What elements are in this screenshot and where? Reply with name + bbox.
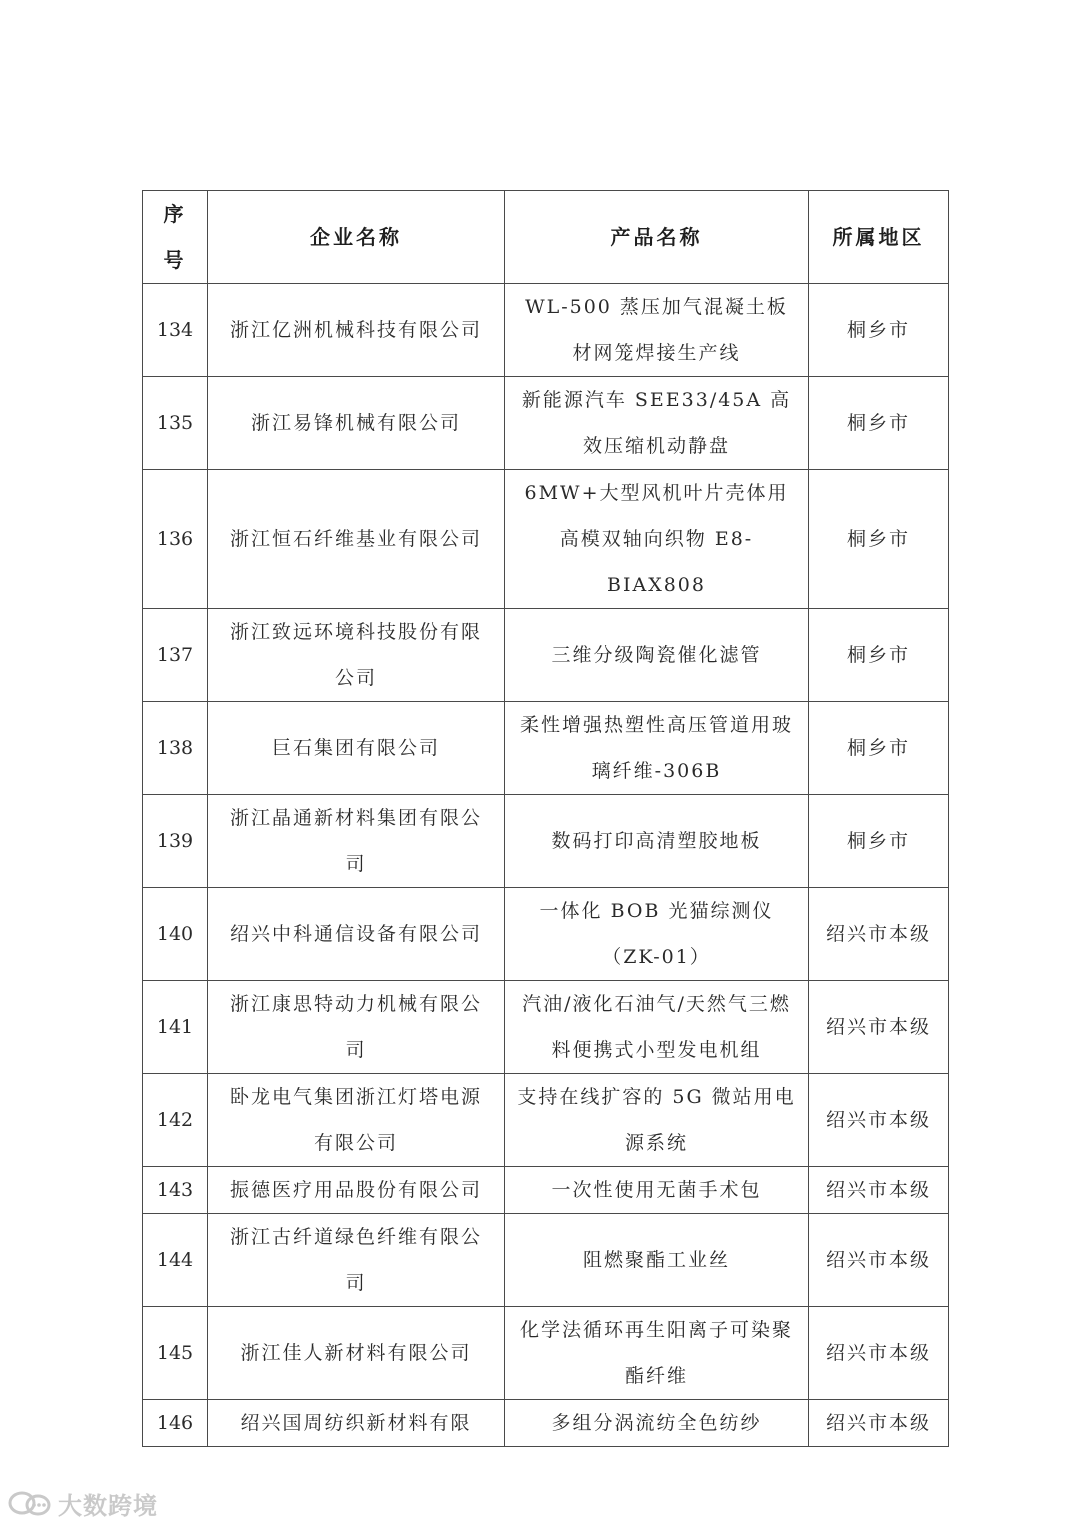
row-product-name: 多组分涡流纺全色纺纱 [505, 1400, 809, 1447]
row-serial-no: 146 [143, 1400, 208, 1447]
row-product-name: 6MW+大型风机叶片壳体用高模双轴向织物 E8-BIAX808 [505, 470, 809, 609]
row-region: 绍兴市本级 [809, 1074, 949, 1167]
header-product-name: 产品名称 [505, 191, 809, 284]
row-serial-no: 134 [143, 284, 208, 377]
row-serial-no: 142 [143, 1074, 208, 1167]
row-product-name: 数码打印高清塑胶地板 [505, 795, 809, 888]
row-company-name: 浙江古纤道绿色纤维有限公司 [208, 1214, 505, 1307]
table-row [143, 1307, 949, 1400]
row-company-name: 浙江晶通新材料集团有限公司 [208, 795, 505, 888]
watermark-text: 大数跨境 [58, 1492, 158, 1520]
row-serial-no: 138 [143, 702, 208, 795]
header-serial-no: 序号 [143, 191, 208, 284]
chat-bubbles-logo-icon [8, 1490, 52, 1518]
table-row [143, 470, 949, 609]
row-product-name: 支持在线扩容的 5G 微站用电源系统 [505, 1074, 809, 1167]
row-product-name: WL-500 蒸压加气混凝土板材网笼焊接生产线 [505, 284, 809, 377]
table-row [143, 1167, 949, 1214]
row-company-name: 浙江恒石纤维基业有限公司 [208, 470, 505, 609]
table-row [143, 981, 949, 1074]
row-serial-no: 145 [143, 1307, 208, 1400]
row-region: 绍兴市本级 [809, 981, 949, 1074]
row-company-name: 卧龙电气集团浙江灯塔电源有限公司 [208, 1074, 505, 1167]
table-row [143, 1400, 949, 1447]
header-company-name: 企业名称 [208, 191, 505, 284]
row-company-name: 巨石集团有限公司 [208, 702, 505, 795]
table-row [143, 1074, 949, 1167]
table-row [143, 795, 949, 888]
row-serial-no: 135 [143, 377, 208, 470]
row-product-name: 阻燃聚酯工业丝 [505, 1214, 809, 1307]
row-company-name: 浙江佳人新材料有限公司 [208, 1307, 505, 1400]
row-region: 桐乡市 [809, 795, 949, 888]
row-company-name: 绍兴中科通信设备有限公司 [208, 888, 505, 981]
row-product-name: 柔性增强热塑性高压管道用玻璃纤维-306B [505, 702, 809, 795]
row-serial-no: 139 [143, 795, 208, 888]
row-serial-no: 136 [143, 470, 208, 609]
row-product-name: 一次性使用无菌手术包 [505, 1167, 809, 1214]
row-region: 桐乡市 [809, 284, 949, 377]
table-row [143, 888, 949, 981]
row-product-name: 汽油/液化石油气/天然气三燃料便携式小型发电机组 [505, 981, 809, 1074]
row-serial-no: 144 [143, 1214, 208, 1307]
row-region: 桐乡市 [809, 609, 949, 702]
row-serial-no: 143 [143, 1167, 208, 1214]
row-company-name: 浙江亿洲机械科技有限公司 [208, 284, 505, 377]
watermark [8, 1486, 158, 1521]
row-region: 绍兴市本级 [809, 1214, 949, 1307]
table-row [143, 702, 949, 795]
table-row [143, 1214, 949, 1307]
header-region: 所属地区 [809, 191, 949, 284]
row-company-name: 浙江致远环境科技股份有限公司 [208, 609, 505, 702]
row-region: 桐乡市 [809, 702, 949, 795]
table-row [143, 609, 949, 702]
row-product-name: 一体化 BOB 光猫综测仪（ZK-01） [505, 888, 809, 981]
row-company-name: 绍兴国周纺织新材料有限 [208, 1400, 505, 1447]
table-row [143, 377, 949, 470]
row-region: 绍兴市本级 [809, 1307, 949, 1400]
row-region: 绍兴市本级 [809, 1400, 949, 1447]
row-serial-no: 141 [143, 981, 208, 1074]
row-region: 绍兴市本级 [809, 1167, 949, 1214]
enterprise-product-table [142, 190, 949, 1447]
row-company-name: 浙江易锋机械有限公司 [208, 377, 505, 470]
row-product-name: 新能源汽车 SEE33/45A 高效压缩机动静盘 [505, 377, 809, 470]
row-serial-no: 140 [143, 888, 208, 981]
row-region: 桐乡市 [809, 470, 949, 609]
row-region: 绍兴市本级 [809, 888, 949, 981]
row-company-name: 振德医疗用品股份有限公司 [208, 1167, 505, 1214]
row-serial-no: 137 [143, 609, 208, 702]
table-row [143, 284, 949, 377]
table-header-row [143, 191, 949, 284]
row-region: 桐乡市 [809, 377, 949, 470]
row-product-name: 三维分级陶瓷催化滤管 [505, 609, 809, 702]
row-company-name: 浙江康思特动力机械有限公司 [208, 981, 505, 1074]
row-product-name: 化学法循环再生阳离子可染聚酯纤维 [505, 1307, 809, 1400]
